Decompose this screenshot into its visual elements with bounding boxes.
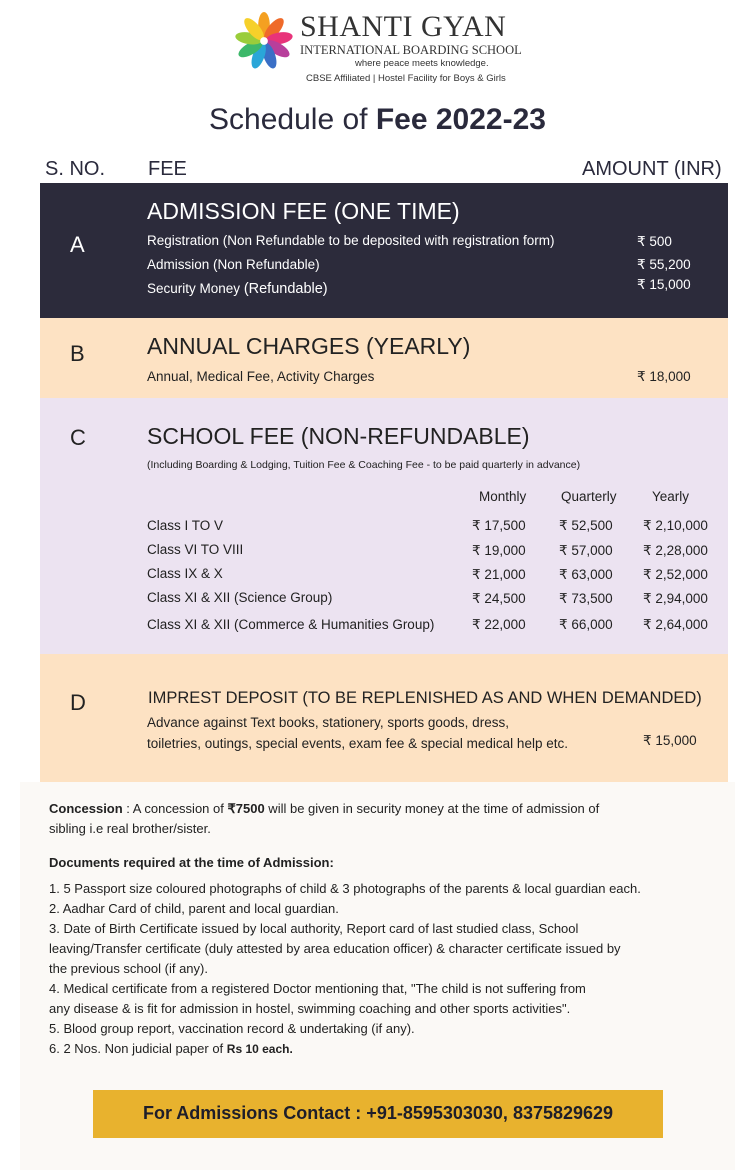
fee-table-class: Class XI & XII (Commerce & Humanities Group) (147, 617, 435, 632)
title-prefix: Schedule of (209, 103, 376, 136)
section-c-heading: SCHOOL FEE (NON-REFUNDABLE) (147, 423, 530, 449)
fee-table-quarterly: ₹ 73,500 (559, 591, 613, 606)
section-a-row-amount: ₹ 55,200 (637, 257, 691, 272)
section-b-heading: ANNUAL CHARGES (YEARLY) (147, 333, 471, 359)
section-a-row-label (147, 281, 328, 297)
fee-table-header-quarterly: Quarterly (561, 489, 617, 504)
fee-table-yearly: ₹ 2,28,000 (643, 543, 708, 558)
section-c-letter: C (70, 425, 86, 450)
document-item-bold: Rs 10 each. (226, 1042, 293, 1056)
section-a-letter: A (70, 232, 85, 257)
section-a-row-amount: ₹ 15,000 (637, 277, 691, 292)
section-d-letter: D (70, 690, 86, 715)
document-item: any disease & is fit for admission in hostel, swimming coaching and other sports activities". (49, 1001, 571, 1016)
document-item-prefix: 6. 2 Nos. Non judicial paper of (49, 1041, 227, 1056)
fee-table-quarterly: ₹ 52,500 (559, 518, 613, 533)
section-a-row-label: Registration (Non Refundable to be deposited with registration form) (147, 233, 555, 248)
fee-table-header-yearly: Yearly (652, 489, 690, 504)
fee-table-monthly: ₹ 21,000 (472, 567, 526, 582)
document-item: leaving/Transfer certificate (duly attested by area education officer) & character certificate issued by (49, 941, 621, 956)
fee-table-monthly: ₹ 24,500 (472, 591, 526, 606)
fee-table-monthly: ₹ 22,000 (472, 617, 526, 632)
document-item: 2. Aadhar Card of child, parent and local guardian. (49, 901, 339, 916)
concession-label: Concession (49, 801, 123, 816)
section-a-row-label: Admission (Non Refundable) (147, 257, 320, 272)
fee-table-class: Class I TO V (147, 518, 224, 533)
fee-table-monthly: ₹ 17,500 (472, 518, 526, 533)
title-bold: Fee 2022-23 (375, 103, 546, 136)
document-item: 4. Medical certificate from a registered Doctor mentioning that, "The child is not suffering from (49, 981, 586, 996)
section-a-heading: ADMISSION FEE (ONE TIME) (147, 198, 460, 224)
fee-table-quarterly: ₹ 66,000 (559, 617, 613, 632)
section-d-line: toiletries, outings, special events, exam fee & special medical help etc. (147, 736, 568, 751)
document-item: the previous school (if any). (49, 961, 208, 976)
fee-table-quarterly: ₹ 63,000 (559, 567, 613, 582)
document-item: 5. Blood group report, vaccination record & undertaking (if any). (49, 1021, 415, 1036)
section-d-amount: ₹ 15,000 (643, 733, 697, 748)
fee-table-yearly: ₹ 2,10,000 (643, 518, 708, 533)
document-item: 3. Date of Birth Certificate issued by local authority, Report card of last studied class, School (49, 921, 579, 936)
section-a-row-amount: ₹ 500 (637, 234, 672, 249)
flower-logo-icon (232, 10, 296, 72)
contact-text: For Admissions Contact : +91-8595303030, 8375829629 (142, 1103, 614, 1123)
page-title (0, 103, 755, 137)
concession-text: : A concession of (122, 801, 228, 816)
section-d-line: Advance against Text books, stationery, sports goods, dress, (147, 715, 509, 730)
column-header-sno: S. NO. (45, 158, 106, 180)
fee-table-class: Class IX & X (147, 566, 223, 581)
section-d-heading: IMPREST DEPOSIT (TO BE REPLENISHED AS AND WHEN DEMANDED) (148, 689, 702, 707)
section-b-row-amount: ₹ 18,000 (637, 369, 691, 384)
document-item: 1. 5 Passport size coloured photographs of child & 3 photographs of the parents & local guardian each. (49, 881, 641, 896)
fee-table-yearly: ₹ 2,94,000 (643, 591, 708, 606)
school-name: SHANTI GYAN (300, 10, 507, 43)
fee-table-yearly: ₹ 2,52,000 (643, 567, 708, 582)
school-tagline: where peace meets knowledge. (355, 58, 489, 69)
fee-table-header-monthly: Monthly (479, 489, 527, 504)
school-affiliation: CBSE Affiliated | Hostel Facility for Boys & Girls (306, 73, 506, 84)
concession-line (49, 801, 599, 817)
school-subtitle: INTERNATIONAL BOARDING SCHOOL (300, 43, 522, 57)
fee-table-yearly: ₹ 2,64,000 (643, 617, 708, 632)
security-money-label: Security Money (147, 281, 241, 296)
column-header-amount: AMOUNT (INR) (582, 158, 722, 180)
documents-heading: Documents required at the time of Admission: (49, 855, 334, 870)
concession-line: sibling i.e real brother/sister. (49, 821, 211, 836)
concession-text: will be given in security money at the time of admission of (264, 801, 600, 816)
security-money-refundable: (Refundable) (243, 281, 328, 297)
fee-table-monthly: ₹ 19,000 (472, 543, 526, 558)
fee-table-class: Class VI TO VIII (147, 542, 244, 557)
document-item (49, 1041, 293, 1056)
fee-table-quarterly: ₹ 57,000 (559, 543, 613, 558)
section-b-letter: B (70, 341, 85, 366)
section-b-row-label: Annual, Medical Fee, Activity Charges (147, 369, 375, 384)
section-c-note: (Including Boarding & Lodging, Tuition Fee & Coaching Fee - to be paid quarterly in advance) (147, 459, 581, 471)
concession-amount: ₹7500 (227, 801, 265, 816)
column-header-fee: FEE (148, 158, 187, 180)
fee-table-class: Class XI & XII (Science Group) (147, 590, 333, 605)
